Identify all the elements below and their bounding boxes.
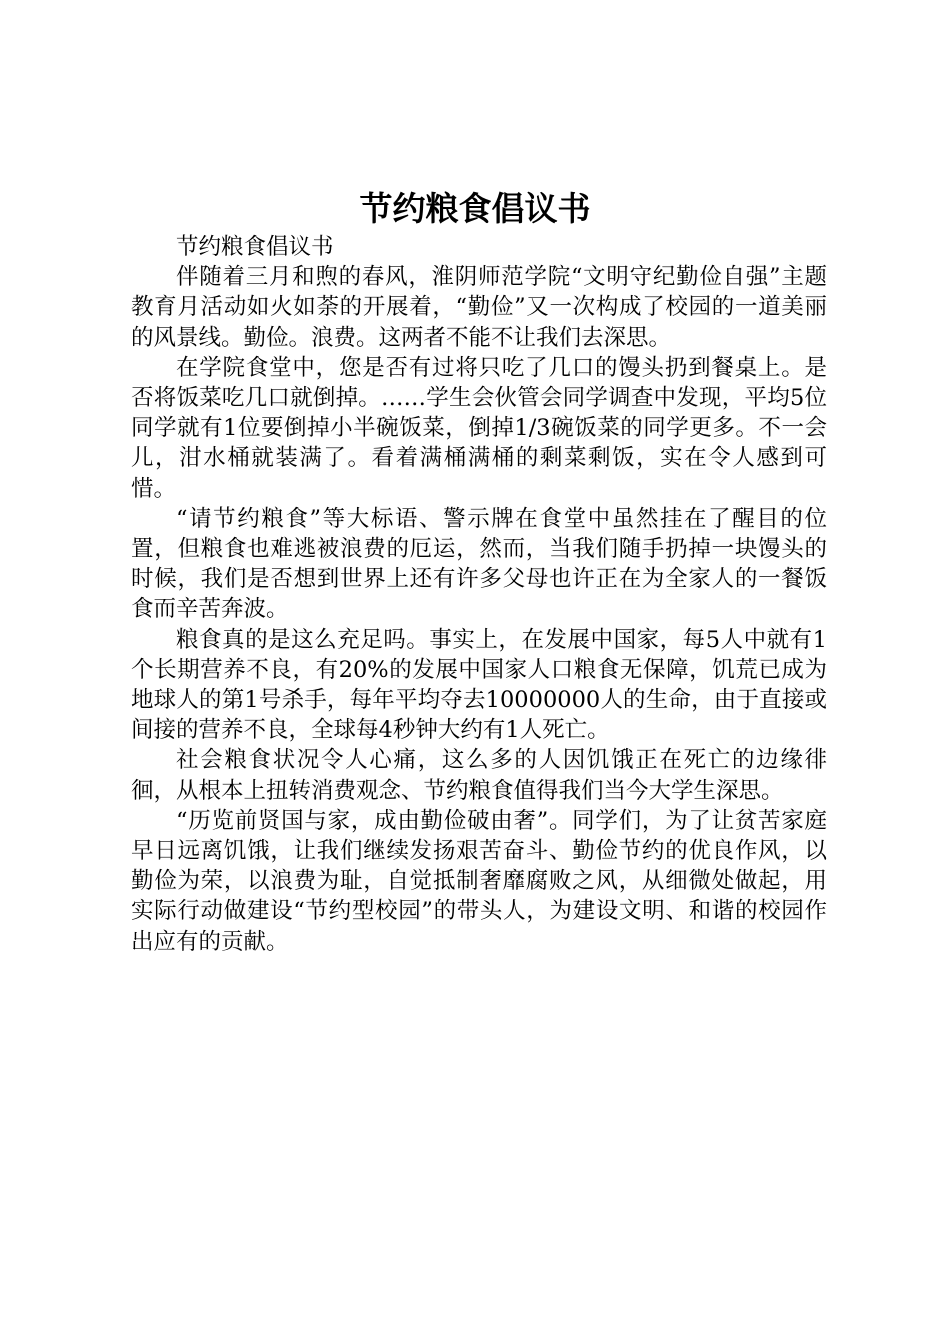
- paragraph-statistics: 粮食真的是这么充足吗。事实上，在发展中国家，每5人中就有1个长期营养不良，有20%的发展中国家人口粮食无保障，饥荒已成为地球人的第1号杀手，每年平均夺去10000000人的生命，由于直接或间接的营养不良，全球每4秒钟大约有1人死亡。: [131, 626, 827, 744]
- paragraph-call-to-action: “历览前贤国与家，成由勤俭破由奢”。同学们，为了让贫苦家庭早日远离饥饿，让我们继续发扬艰苦奋斗、勤俭节约的优良作风，以勤俭为荣，以浪费为耻，自觉抵制奢靡腐败之风，从细微处做起，用实际行动做建设“节约型校园”的带头人，为建设文明、和谐的校园作出应有的贡献。: [131, 807, 827, 955]
- paragraph-canteen: 在学院食堂中，您是否有过将只吃了几口的馒头扔到餐桌上。是否将饭菜吃几口就倒掉。……学生会伙管会同学调查中发现，平均5位同学就有1位要倒掉小半碗饭菜，倒掉1/3碗饭菜的同学更多。不一会儿，泔水桶就装满了。看着满桶满桶的剩菜剩饭，实在令人感到可惜。: [131, 354, 827, 502]
- paragraph-reflection: 社会粮食状况令人心痛，这么多的人因饥饿正在死亡的边缘徘徊，从根本上扭转消费观念、节约粮食值得我们当今大学生深思。: [131, 747, 827, 804]
- paragraph-slogans: “请节约粮食”等大标语、警示牌在食堂中虽然挂在了醒目的位置，但粮食也难逃被浪费的厄运，然而，当我们随手扔掉一块馒头的时候，我们是否想到世界上还有许多父母也许正在为全家人的一餐饭食而辛苦奔波。: [131, 505, 827, 623]
- paragraph-subtitle: 节约粮食倡议书: [176, 234, 334, 260]
- paragraph-intro: 伴随着三月和煦的春风，淮阴师范学院“文明守纪勤俭自强”主题教育月活动如火如荼的开展着，“勤俭”又一次构成了校园的一道美丽的风景线。勤俭。浪费。这两者不能不让我们去深思。: [131, 264, 827, 351]
- document-body: [131, 232, 827, 957]
- document-title: 节约粮食倡议书: [359, 189, 591, 228]
